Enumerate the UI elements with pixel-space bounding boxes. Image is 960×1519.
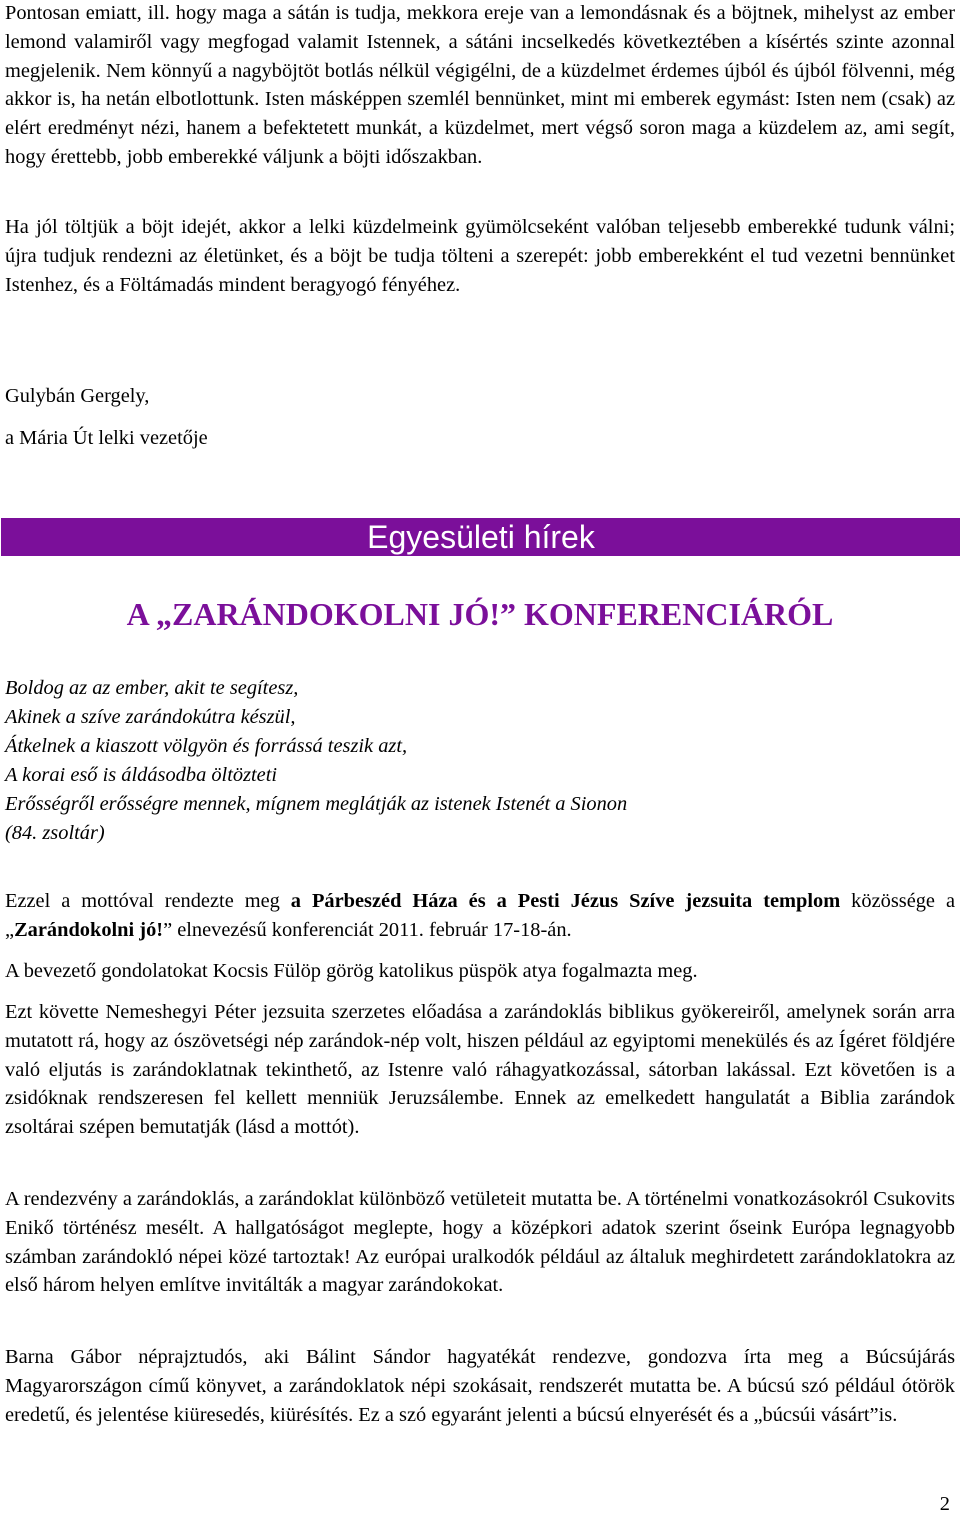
poem-line: Akinek a szíve zarándokútra készül, <box>5 706 296 728</box>
article-paragraph-2: A bevezető gondolatokat Kocsis Fülöp görög katolikus püspök atya fogalmazta meg. <box>5 960 698 982</box>
article-paragraph-4: A rendezvény a zarándoklás, a zarándoklat különböző vetületeit mutatta be. A történelmi vonatkozásokról Csukovits Enikő történész mesélt. A hallgatóságot meglepte, hogy a középkori adatok szerint őseink Európa legnagyobb számban zarándokló népei közé tartoztak! Az európai uralkodók például az általuk meghirdetett zarándoklatokra az első három helyen említve invitálták a magyar zarándokokat. <box>5 1188 955 1297</box>
article-paragraph-3: Ezt követte Nemeshegyi Péter jezsuita szerzetes előadása a zarándoklás biblikus gyökereiről, amelynek során arra mutatott rá, hogy az ószövetségi nép zarándok-nép volt, hiszen például az egyiptomi menekülés és az Ígéret földjére való eljutás is zarándoklatnak tekinthető, az Istenre való ráhagyatkozással, sátorban lakással. Ezt követően is a zsidóknak rendszeresen fel kellett menniük Jeruzsálembe. Ennek az emelkedett hangulatát a Biblia zarándok zsoltárai szépen bemutatják (lásd a mottót). <box>5 1001 955 1139</box>
poem-line: A korai eső is áldásodba öltözteti <box>5 764 278 786</box>
article-paragraph-5: Barna Gábor néprajztudós, aki Bálint Sándor hagyatékát rendezve, gondozva írta meg a Búcsújárás Magyarországon című könyvet, a zarándoklatok népi szokásait, rendszerét mutatta be. A búcsú szó például ótörök eredetű, és jelentése kiüresedés, kiürésítés. Ez a szó egyaránt jelenti a búcsú elnyerését és a „búcsúi vásárt”is. <box>5 1346 955 1426</box>
bold-run: a Párbeszéd Háza és a Pesti Jézus Szíve jezsuita templom <box>290 890 841 912</box>
poem-quote <box>5 674 955 848</box>
intro-paragraph-1: Pontosan emiatt, ill. hogy maga a sátán is tudja, mekkora ereje van a lemondásnak és a böjtnek, mihelyst az ember lemond valamiről vagy megfogad valamit Istennek, a sátáni incselkedés következtében a kísértés szinte azonnal megjelenik. Nem könnyű a nagyböjtöt botlás nélkül végigélni, de a küzdelmet érdemes újból és újból fölvenni, még akkor is, ha netán elbotlottunk. Isten másképpen szemlél bennünket, mint mi emberek egymást: Isten nem (csak) az elért eredményt nézi, hanem a befektetett munkát, a küzdelmet, mert végső soron maga a küzdelem az, ami segít, hogy érettebb, jobb emberekké váljunk a böjti időszakban. <box>5 2 955 168</box>
section-banner: Egyesületi hírek <box>1 518 960 556</box>
signature-role: a Mária Út lelki vezetője <box>5 427 208 449</box>
poem-line: Átkelnek a kiaszott völgyön és forrássá teszik azt, <box>5 735 408 757</box>
poem-line: (84. zsoltár) <box>5 822 105 844</box>
page-number: 2 <box>939 1493 950 1515</box>
poem-line: Erősségről erősségre mennek, mígnem meglátják az istenek Istenét a Sionon <box>5 793 628 815</box>
bold-run: Zarándokolni jó! <box>14 918 164 941</box>
article-heading: A „ZARÁNDOKOLNI JÓ!” KONFERENCIÁRÓL <box>126 596 834 632</box>
poem-line: Boldog az az ember, akit te segítesz, <box>5 677 299 699</box>
article-paragraph-1 <box>5 887 955 945</box>
text-run: Ezzel a mottóval rendezte meg <box>5 890 291 912</box>
text-run: közössége a „ <box>5 890 955 941</box>
text-run: ” elnevezésű konferenciát 2011. február 17-18-án. <box>163 918 572 941</box>
intro-paragraph-2: Ha jól töltjük a böjt idejét, akkor a lelki küzdelmeink gyümölcseként valóban teljesebb emberekké tudunk válni; újra tudjuk rendezni az életünket, és a böjt be tudja tölteni a szerepét: jobb emberekként el tud vezetni bennünket Istenhez, és a Föltámadás mindent beragyogó fényéhez. <box>5 216 955 296</box>
signature-name: Gulybán Gergely, <box>5 385 150 407</box>
